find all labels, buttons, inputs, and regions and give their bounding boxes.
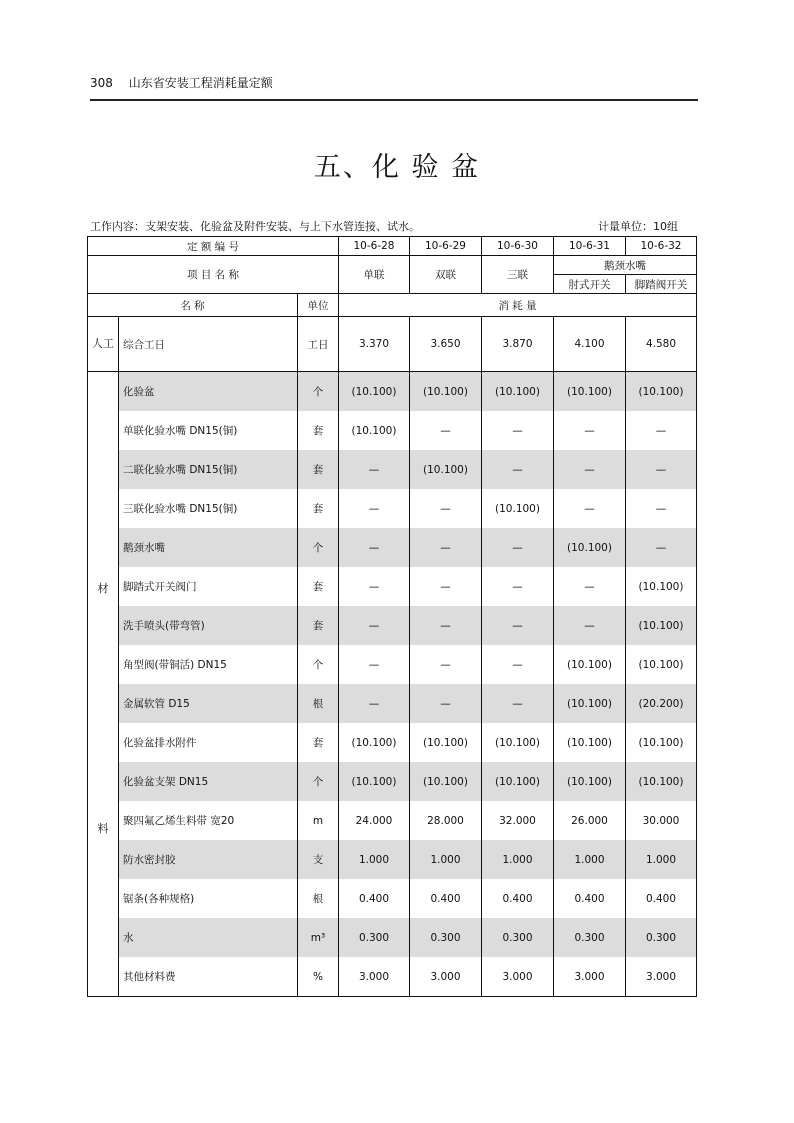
material-unit: 个 — [298, 645, 339, 684]
material-value: — — [339, 528, 410, 567]
material-value: (10.100) — [482, 762, 554, 801]
material-unit: 套 — [298, 723, 339, 762]
material-value: — — [410, 489, 482, 528]
material-value: (10.100) — [554, 645, 626, 684]
quota-code: 10-6-28 — [339, 237, 410, 256]
item-subname: 脚踏阀开关 — [626, 275, 697, 294]
item-name: 三联 — [482, 256, 554, 294]
material-value: — — [410, 567, 482, 606]
material-name: 角型阀(带铜活) DN15 — [119, 645, 298, 684]
material-unit: % — [298, 957, 339, 997]
quota-code-row — [88, 237, 697, 256]
material-value: — — [410, 528, 482, 567]
material-row — [88, 840, 697, 879]
material-value: — — [410, 684, 482, 723]
unit-column-header: 单位 — [298, 294, 339, 317]
material-value: — — [339, 567, 410, 606]
quota-table — [87, 236, 697, 997]
material-unit: 个 — [298, 762, 339, 801]
material-value: — — [482, 645, 554, 684]
material-value: (10.100) — [482, 723, 554, 762]
material-value: — — [482, 528, 554, 567]
material-value: 3.000 — [339, 957, 410, 997]
material-value: 3.000 — [554, 957, 626, 997]
material-value: 1.000 — [626, 840, 697, 879]
labor-name: 综合工日 — [119, 317, 298, 372]
quota-code-label: 定 额 编 号 — [88, 237, 339, 256]
material-value: 0.300 — [626, 918, 697, 957]
material-value: — — [482, 411, 554, 450]
material-value: — — [339, 606, 410, 645]
material-unit: 根 — [298, 879, 339, 918]
material-value: — — [626, 528, 697, 567]
material-category-bottom: 料 — [97, 822, 109, 835]
material-value: 0.400 — [410, 879, 482, 918]
material-value: (10.100) — [410, 762, 482, 801]
material-value: 0.300 — [482, 918, 554, 957]
material-name: 单联化验水嘴 DN15(铜) — [119, 411, 298, 450]
material-row — [88, 411, 697, 450]
material-name: 聚四氟乙烯生料带 宽20 — [119, 801, 298, 840]
work-content: 工作内容：支架安装、化验盆及附件安装、与上下水管连接、试水。 — [90, 220, 420, 233]
material-unit: m³ — [298, 918, 339, 957]
material-unit: 个 — [298, 528, 339, 567]
material-value: (10.100) — [554, 684, 626, 723]
material-value: (10.100) — [626, 606, 697, 645]
material-value: 0.400 — [554, 879, 626, 918]
material-value: 3.000 — [482, 957, 554, 997]
item-name: 双联 — [410, 256, 482, 294]
material-value: 24.000 — [339, 801, 410, 840]
material-value: 1.000 — [339, 840, 410, 879]
material-unit: 套 — [298, 567, 339, 606]
material-value: — — [482, 450, 554, 489]
material-value: — — [339, 489, 410, 528]
material-value: 32.000 — [482, 801, 554, 840]
page-number: 308 — [90, 76, 113, 90]
material-value: — — [554, 489, 626, 528]
material-name: 化验盆排水附件 — [119, 723, 298, 762]
material-value: 30.000 — [626, 801, 697, 840]
material-row — [88, 489, 697, 528]
material-value: — — [410, 645, 482, 684]
material-value: (10.100) — [410, 450, 482, 489]
material-category-top: 材 — [97, 582, 109, 595]
item-name-row — [88, 256, 697, 275]
material-value: (10.100) — [339, 372, 410, 412]
work-content-line — [90, 218, 698, 234]
material-value: 1.000 — [482, 840, 554, 879]
material-value: 0.400 — [339, 879, 410, 918]
material-row — [88, 606, 697, 645]
material-row — [88, 918, 697, 957]
page-title: 五、化 验 盆 — [313, 152, 481, 183]
item-subname: 肘式开关 — [554, 275, 626, 294]
material-value: 1.000 — [554, 840, 626, 879]
material-value: 3.000 — [626, 957, 697, 997]
material-value: 1.000 — [410, 840, 482, 879]
material-name: 其他材料费 — [119, 957, 298, 997]
material-value: (10.100) — [554, 762, 626, 801]
measure-unit: 计量单位：10组 — [598, 220, 678, 233]
material-value: — — [554, 606, 626, 645]
material-value: (10.100) — [554, 372, 626, 412]
item-name-label: 项 目 名 称 — [88, 256, 339, 294]
material-unit: 套 — [298, 489, 339, 528]
material-value: — — [482, 567, 554, 606]
material-name: 锯条(各种规格) — [119, 879, 298, 918]
material-value: — — [339, 684, 410, 723]
labor-value: 3.370 — [339, 317, 410, 372]
material-unit: 套 — [298, 606, 339, 645]
material-value: 3.000 — [410, 957, 482, 997]
material-row — [88, 567, 697, 606]
material-name: 金属软管 D15 — [119, 684, 298, 723]
material-value: — — [554, 567, 626, 606]
material-value: — — [554, 411, 626, 450]
material-unit: 套 — [298, 450, 339, 489]
material-value: (10.100) — [554, 528, 626, 567]
material-value: — — [482, 606, 554, 645]
material-value: 0.400 — [482, 879, 554, 918]
material-name: 水 — [119, 918, 298, 957]
material-row — [88, 762, 697, 801]
gooseneck-label: 鹅颈水嘴 — [554, 256, 697, 275]
labor-value: 3.650 — [410, 317, 482, 372]
page-header — [90, 72, 698, 98]
material-value: (10.100) — [626, 372, 697, 412]
material-name: 鹅颈水嘴 — [119, 528, 298, 567]
material-row — [88, 528, 697, 567]
quota-code: 10-6-30 — [482, 237, 554, 256]
labor-value: 3.870 — [482, 317, 554, 372]
quota-code: 10-6-32 — [626, 237, 697, 256]
labor-row — [88, 317, 697, 372]
material-value: — — [626, 450, 697, 489]
material-name: 二联化验水嘴 DN15(铜) — [119, 450, 298, 489]
material-row — [88, 723, 697, 762]
material-value: 0.300 — [554, 918, 626, 957]
material-value: 28.000 — [410, 801, 482, 840]
material-value: (10.100) — [482, 489, 554, 528]
material-value: — — [626, 411, 697, 450]
material-value: (10.100) — [554, 723, 626, 762]
material-value: — — [554, 450, 626, 489]
material-name: 洗手喷头(带弯管) — [119, 606, 298, 645]
material-unit: 套 — [298, 411, 339, 450]
material-value: 26.000 — [554, 801, 626, 840]
material-row — [88, 801, 697, 840]
material-unit: m — [298, 801, 339, 840]
material-value: (10.100) — [339, 762, 410, 801]
material-value: (10.100) — [339, 411, 410, 450]
material-row — [88, 372, 697, 412]
header-rule — [90, 99, 698, 101]
material-value: 0.300 — [410, 918, 482, 957]
labor-category: 人工 — [88, 317, 119, 372]
material-row — [88, 879, 697, 918]
material-name: 三联化验水嘴 DN15(铜) — [119, 489, 298, 528]
material-name: 化验盆支架 DN15 — [119, 762, 298, 801]
quota-code: 10-6-31 — [554, 237, 626, 256]
quota-code: 10-6-29 — [410, 237, 482, 256]
material-value: (20.200) — [626, 684, 697, 723]
material-unit: 根 — [298, 684, 339, 723]
material-value: (10.100) — [626, 723, 697, 762]
materials-body — [88, 372, 697, 997]
labor-value: 4.100 — [554, 317, 626, 372]
name-column-header: 名 称 — [88, 294, 298, 317]
column-header-row — [88, 294, 697, 317]
material-value: (10.100) — [410, 372, 482, 412]
labor-unit: 工日 — [298, 317, 339, 372]
material-value: — — [410, 606, 482, 645]
material-row — [88, 684, 697, 723]
material-row — [88, 450, 697, 489]
material-unit: 支 — [298, 840, 339, 879]
material-value: (10.100) — [626, 645, 697, 684]
material-value: — — [626, 489, 697, 528]
material-row — [88, 957, 697, 997]
material-name: 脚踏式开关阀门 — [119, 567, 298, 606]
material-value: — — [410, 411, 482, 450]
material-value: (10.100) — [410, 723, 482, 762]
material-unit: 个 — [298, 372, 339, 412]
material-row — [88, 645, 697, 684]
material-value: (10.100) — [626, 567, 697, 606]
material-value: — — [339, 450, 410, 489]
material-value: — — [482, 684, 554, 723]
material-name: 防水密封胶 — [119, 840, 298, 879]
material-value: (10.100) — [482, 372, 554, 412]
consumption-header: 消 耗 量 — [339, 294, 697, 317]
material-value: 0.400 — [626, 879, 697, 918]
material-value: (10.100) — [626, 762, 697, 801]
labor-value: 4.580 — [626, 317, 697, 372]
material-category — [88, 372, 119, 997]
book-title: 山东省安装工程消耗量定额 — [128, 76, 273, 90]
material-name: 化验盆 — [119, 372, 298, 412]
material-value: 0.300 — [339, 918, 410, 957]
material-value: — — [339, 645, 410, 684]
material-value: (10.100) — [339, 723, 410, 762]
item-name: 单联 — [339, 256, 410, 294]
